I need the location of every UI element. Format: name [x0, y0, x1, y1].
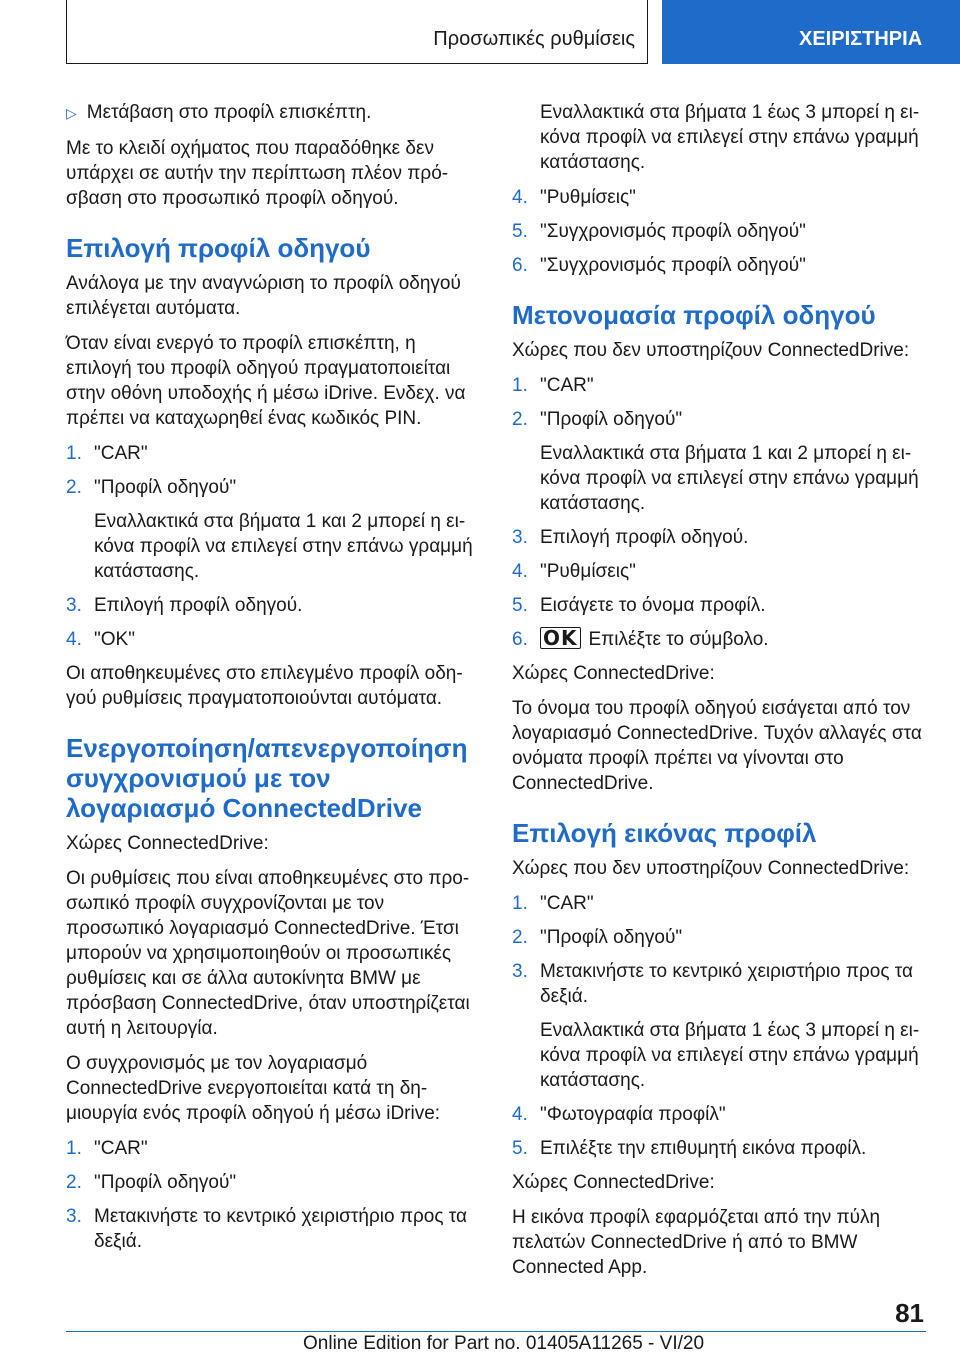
steps-list-sync-cont [512, 185, 930, 278]
right-column [512, 100, 930, 1290]
steps-list-rename [512, 373, 930, 652]
steps-list-select [66, 441, 484, 652]
footer-edition: Online Edition for Part no. 01405A11265 - VI/20 [303, 1333, 705, 1354]
paragraph: Η εικόνα προφίλ εφαρμόζεται από την πύλη πελατών ConnectedDrive ή από το BMW Connected App. [512, 1207, 881, 1278]
list-item: 2. "Προφίλ οδηγού" Εναλλακτικά στα βήματα 1 και 2 μπορεί η εικόνα προφίλ να επιλεγεί στην επάνω γραμμή κατάστασης. [66, 477, 473, 582]
list-item: 3. Επιλογή προφίλ οδηγού. [512, 527, 749, 548]
heading-sync: Ενεργοποίηση/απενεργοποίηση συγχρονισμού με τον λογαριασμό ConnectedDrive [66, 733, 468, 823]
paragraph: Χώρες που δεν υποστηρίζουν ConnectedDrive: [512, 340, 910, 361]
heading-rename: Μετονομασία προφίλ οδηγού [512, 300, 876, 330]
paragraph: Οι αποθηκευμένες στο επιλεγμένο προφίλ οδηγού ρυθμίσεις πραγματοποιούνται αυτόματα. [66, 663, 463, 709]
list-item: 1. "CAR" [512, 375, 594, 396]
paragraph: Χώρες ConnectedDrive: [512, 1172, 715, 1193]
paragraph: Χώρες ConnectedDrive: [66, 833, 269, 854]
list-item: 1. "CAR" [66, 1138, 148, 1159]
steps-list-image [512, 891, 930, 1161]
list-item: 4. "OK" [66, 629, 135, 650]
heading-select-profile: Επιλογή προφίλ οδηγού [66, 233, 371, 263]
paragraph: Χώρες ConnectedDrive: [512, 663, 715, 684]
list-item: 6. OK Επιλέξτε το σύμβολο. [512, 626, 769, 650]
list-item: 6. "Συγχρονισμός προφίλ οδηγού" [512, 255, 806, 276]
page-header [0, 0, 960, 66]
header-section-title: Προσωπικές ρυθμίσεις [433, 28, 635, 50]
list-item: 2. "Προφίλ οδηγού" [66, 1172, 237, 1193]
steps-list-sync [66, 1136, 484, 1254]
list-item: 5. "Συγχρονισμός προφίλ οδηγού" [512, 221, 806, 242]
paragraph: Οι ρυθμίσεις που είναι αποθηκευμένες στο προσωπικό προφίλ συγχρονίζονται με τον προσωπικό λογαριασμό ConnectedDrive. Έτσι μπορούν να χρησιμοποιηθούν οι προσωπικές ρυθμίσεις και σε άλλα αυτοκίνητα BMW με πρόσβαση ConnectedDrive, όταν υποστηρίζεται αυτή η λειτουργία. [66, 868, 470, 1039]
triangle-bullet-icon: ▷ [66, 105, 77, 121]
header-section-box [66, 0, 648, 64]
ok-icon: OK [540, 627, 581, 649]
list-item: 1. "CAR" [66, 443, 148, 464]
footer-divider [66, 1331, 926, 1332]
left-column [66, 100, 484, 1263]
paragraph: Το όνομα του προφίλ οδηγού εισάγεται από τον λογαριασμό ConnectedDrive. Τυχόν αλλαγές στα ονόματα προφίλ πρέπει να γίνονται στο ConnectedDrive. [512, 698, 922, 794]
page-number: 81 [895, 1298, 924, 1328]
list-item: 3. Μετακινήστε το κεντρικό χειριστήριο προς τα δεξιά. [66, 1206, 467, 1252]
step-intro: ▷ Μετάβαση στο προφίλ επισκέπτη. [66, 102, 372, 123]
list-item: 5. Εισάγετε το όνομα προφίλ. [512, 595, 766, 616]
paragraph: Όταν είναι ενεργό το προφίλ επισκέπτη, η επιλογή του προφίλ οδηγού πραγματοποιείται στην οθόνη υποδοχής ή μέσω iDrive. Ενδεχ. να πρέπει να καταχωρηθεί ένας κωδικός PIN. [66, 333, 466, 429]
list-item: 3. Μετακινήστε το κεντρικό χειριστήριο προς τα δεξιά. Εναλλακτικά στα βήματα 1 έως 3 μπορεί η εικόνα προφίλ να επιλεγεί στην επάνω γραμμή κατάστασης. [512, 961, 920, 1091]
paragraph: Ο συγχρονισμός με τον λογαριασμό ConnectedDrive ενεργοποιείται κατά τη δημιουργία ενός προφίλ οδηγού ή μέσω iDrive: [66, 1053, 441, 1124]
paragraph: Με το κλειδί οχήματος που παραδόθηκε δεν υπάρχει σε αυτήν την περίπτωση πλέον πρόσβαση στο προσωπικό προφίλ οδηγού. [66, 138, 449, 209]
list-item: 4. "Ρυθμίσεις" [512, 187, 636, 208]
heading-profile-image: Επιλογή εικόνας προφίλ [512, 818, 817, 848]
list-item: 2. "Προφίλ οδηγού" [512, 927, 683, 948]
list-item: 3. Επιλογή προφίλ οδηγού. [66, 595, 303, 616]
paragraph: Χώρες που δεν υποστηρίζουν ConnectedDrive: [512, 858, 910, 879]
list-item: 4. "Φωτογραφία προφίλ" [512, 1104, 726, 1125]
list-item: 4. "Ρυθμίσεις" [512, 561, 636, 582]
list-item: 1. "CAR" [512, 893, 594, 914]
paragraph: Ανάλογα με την αναγνώριση το προφίλ οδηγού επιλέγεται αυτόματα. [66, 273, 461, 319]
continued-note: Εναλλακτικά στα βήματα 1 έως 3 μπορεί η εικόνα προφίλ να επιλεγεί στην επάνω γραμμή κατάστασης. [540, 102, 920, 173]
header-chapter-tab: ΧΕΙΡΙΣΤΗΡΙΑ [662, 0, 960, 64]
list-item: 5. Επιλέξτε την επιθυμητή εικόνα προφίλ. [512, 1138, 867, 1159]
list-item: 2. "Προφίλ οδηγού" Εναλλακτικά στα βήματα 1 και 2 μπορεί η εικόνα προφίλ να επιλεγεί στην επάνω γραμμή κατάστασης. [512, 409, 919, 514]
